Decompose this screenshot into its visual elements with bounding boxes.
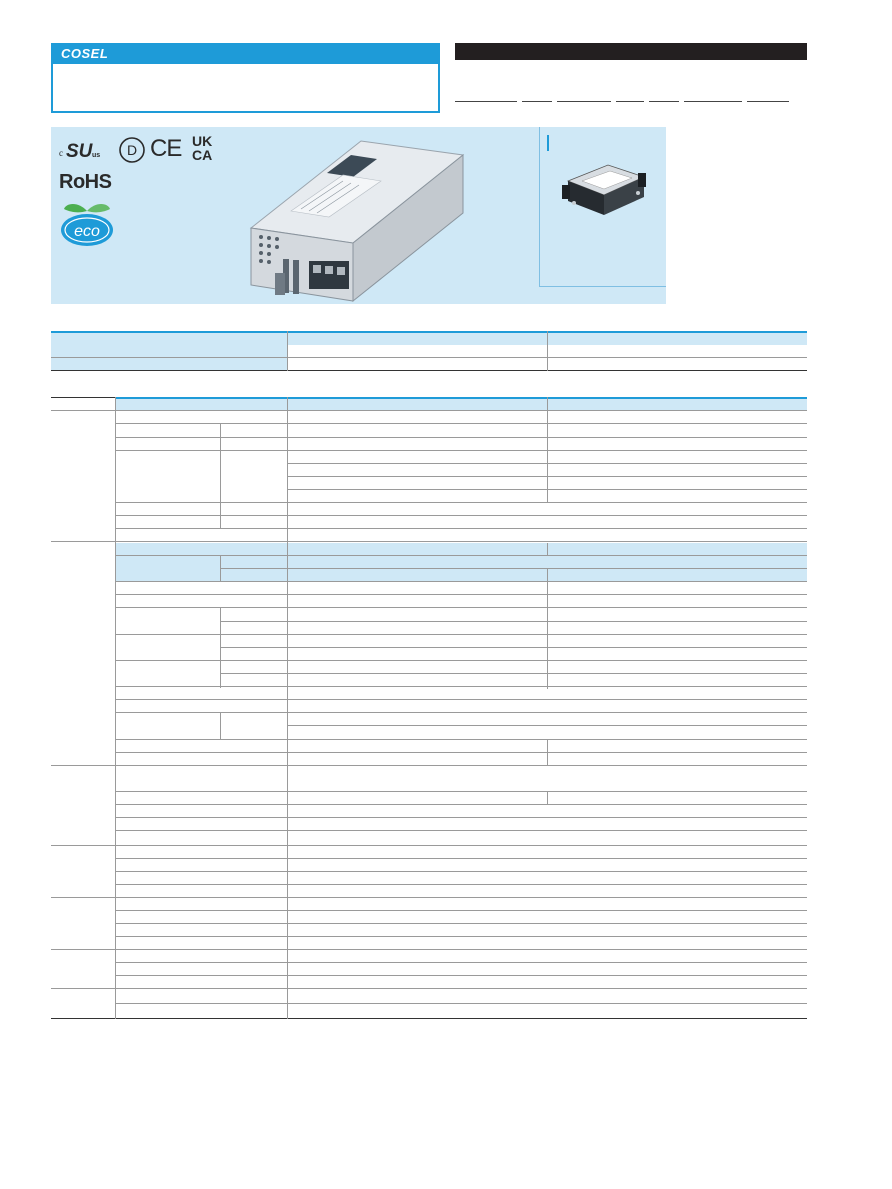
spec-underline xyxy=(616,101,644,102)
spec-underline xyxy=(522,101,552,102)
power-supply-unit-image xyxy=(231,133,471,303)
summary-header-row xyxy=(51,331,807,345)
spec-underline xyxy=(684,101,742,102)
inset-accent-mark xyxy=(547,135,549,151)
spec-header-row xyxy=(115,397,807,410)
cosel-logo: COSEL xyxy=(61,46,109,61)
ul-recognized-icon xyxy=(59,139,107,161)
svg-text:us: us xyxy=(92,152,101,159)
section-shade xyxy=(115,543,807,555)
brand-header-box xyxy=(51,43,440,113)
noise-filter-image xyxy=(558,145,648,223)
ukca-line1: UK xyxy=(192,133,213,149)
spec-underline xyxy=(747,101,789,102)
ukca-line2: CA xyxy=(192,147,213,163)
ce-mark-icon: CE xyxy=(150,135,182,162)
spec-table-bottom-rule xyxy=(51,1018,807,1019)
spec-underline xyxy=(649,101,679,102)
svg-text:D: D xyxy=(126,142,138,158)
spec-underline xyxy=(455,101,517,102)
brand-strip xyxy=(53,45,438,64)
svg-text:SU: SU xyxy=(66,141,93,161)
summary-label-cell xyxy=(51,345,287,371)
svg-text:eco: eco xyxy=(74,223,100,240)
product-hero-image xyxy=(51,127,666,304)
filter-inset-panel xyxy=(539,127,666,287)
d-mark-icon xyxy=(118,136,146,164)
svg-text:c: c xyxy=(59,148,63,158)
title-bar xyxy=(455,43,807,60)
eco-leaf-icon xyxy=(58,199,116,249)
rohs-mark: RoHS xyxy=(59,171,112,193)
spec-underline xyxy=(557,101,611,102)
